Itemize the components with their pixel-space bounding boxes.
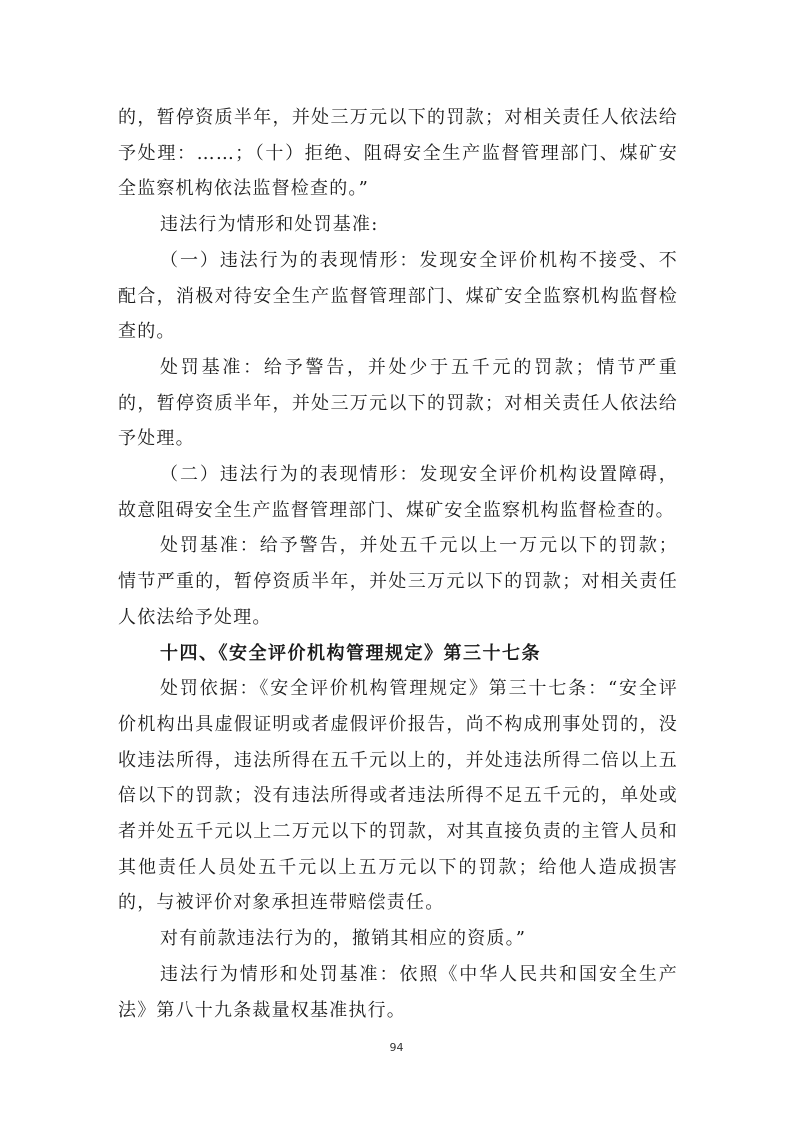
- paragraph-penalty-2: 处罚基准：给予警告，并处五千元以上一万元以下的罚款；情节严重的，暂停资质半年，并处三万元以下的罚款；对相关责任人依法给予处理。: [118, 535, 678, 628]
- paragraph-circumstance-1: （一）违法行为的表现情形：发现安全评价机构不接受、不配合，消极对待安全生产监督管理部门、煤矿安全监察机构监督检查的。: [118, 249, 678, 343]
- paragraph-continuation: 的，暂停资质半年，并处三万元以下的罚款；对相关责任人依法给予处理：……；（十）拒绝、阻碍安全生产监督管理部门、煤矿安全监察机构依法监督检查的。”: [118, 107, 678, 200]
- paragraph-penalty-1: 处罚基准：给予警告，并处少于五千元的罚款；情节严重的，暂停资质半年，并处三万元以下的罚款；对相关责任人依法给予处理。: [118, 356, 678, 450]
- paragraph-circumstances-standard: 违法行为情形和处罚基准：依照《中华人民共和国安全生产法》第八十九条裁量权基准执行。: [118, 963, 678, 1021]
- paragraph-circumstances-heading: 违法行为情形和处罚基准:: [160, 214, 379, 236]
- document-body: [118, 100, 678, 1028]
- paragraph-revocation: 对有前款违法行为的，撤销其相应的资质。”: [160, 928, 527, 950]
- paragraph-circumstance-2: （二）违法行为的表现情形：发现安全评价机构设置障碍，故意阻碍安全生产监督管理部门、煤矿安全监察机构监督检查的。: [118, 464, 678, 521]
- section-heading-14: 十四、《安全评价机构管理规定》第三十七条: [160, 642, 541, 664]
- page-number: 94: [389, 1041, 404, 1054]
- paragraph-legal-basis: 处罚依据：《安全评价机构管理规定》第三十七条：“安全评价机构出具虚假证明或者虚假评价报告，尚不构成刑事处罚的，没收违法所得，违法所得在五千元以上的，并处违法所得二倍以上五倍以下的罚款；没有违法所得或者违法所得不足五千元的，单处或者并处五千元以上二万元以下的罚款，对其直接负责的主管人员和其他责任人员处五千元以上五万元以下的罚款；给他人造成损害的，与被评价对象承担连带赔偿责任。: [118, 678, 678, 914]
